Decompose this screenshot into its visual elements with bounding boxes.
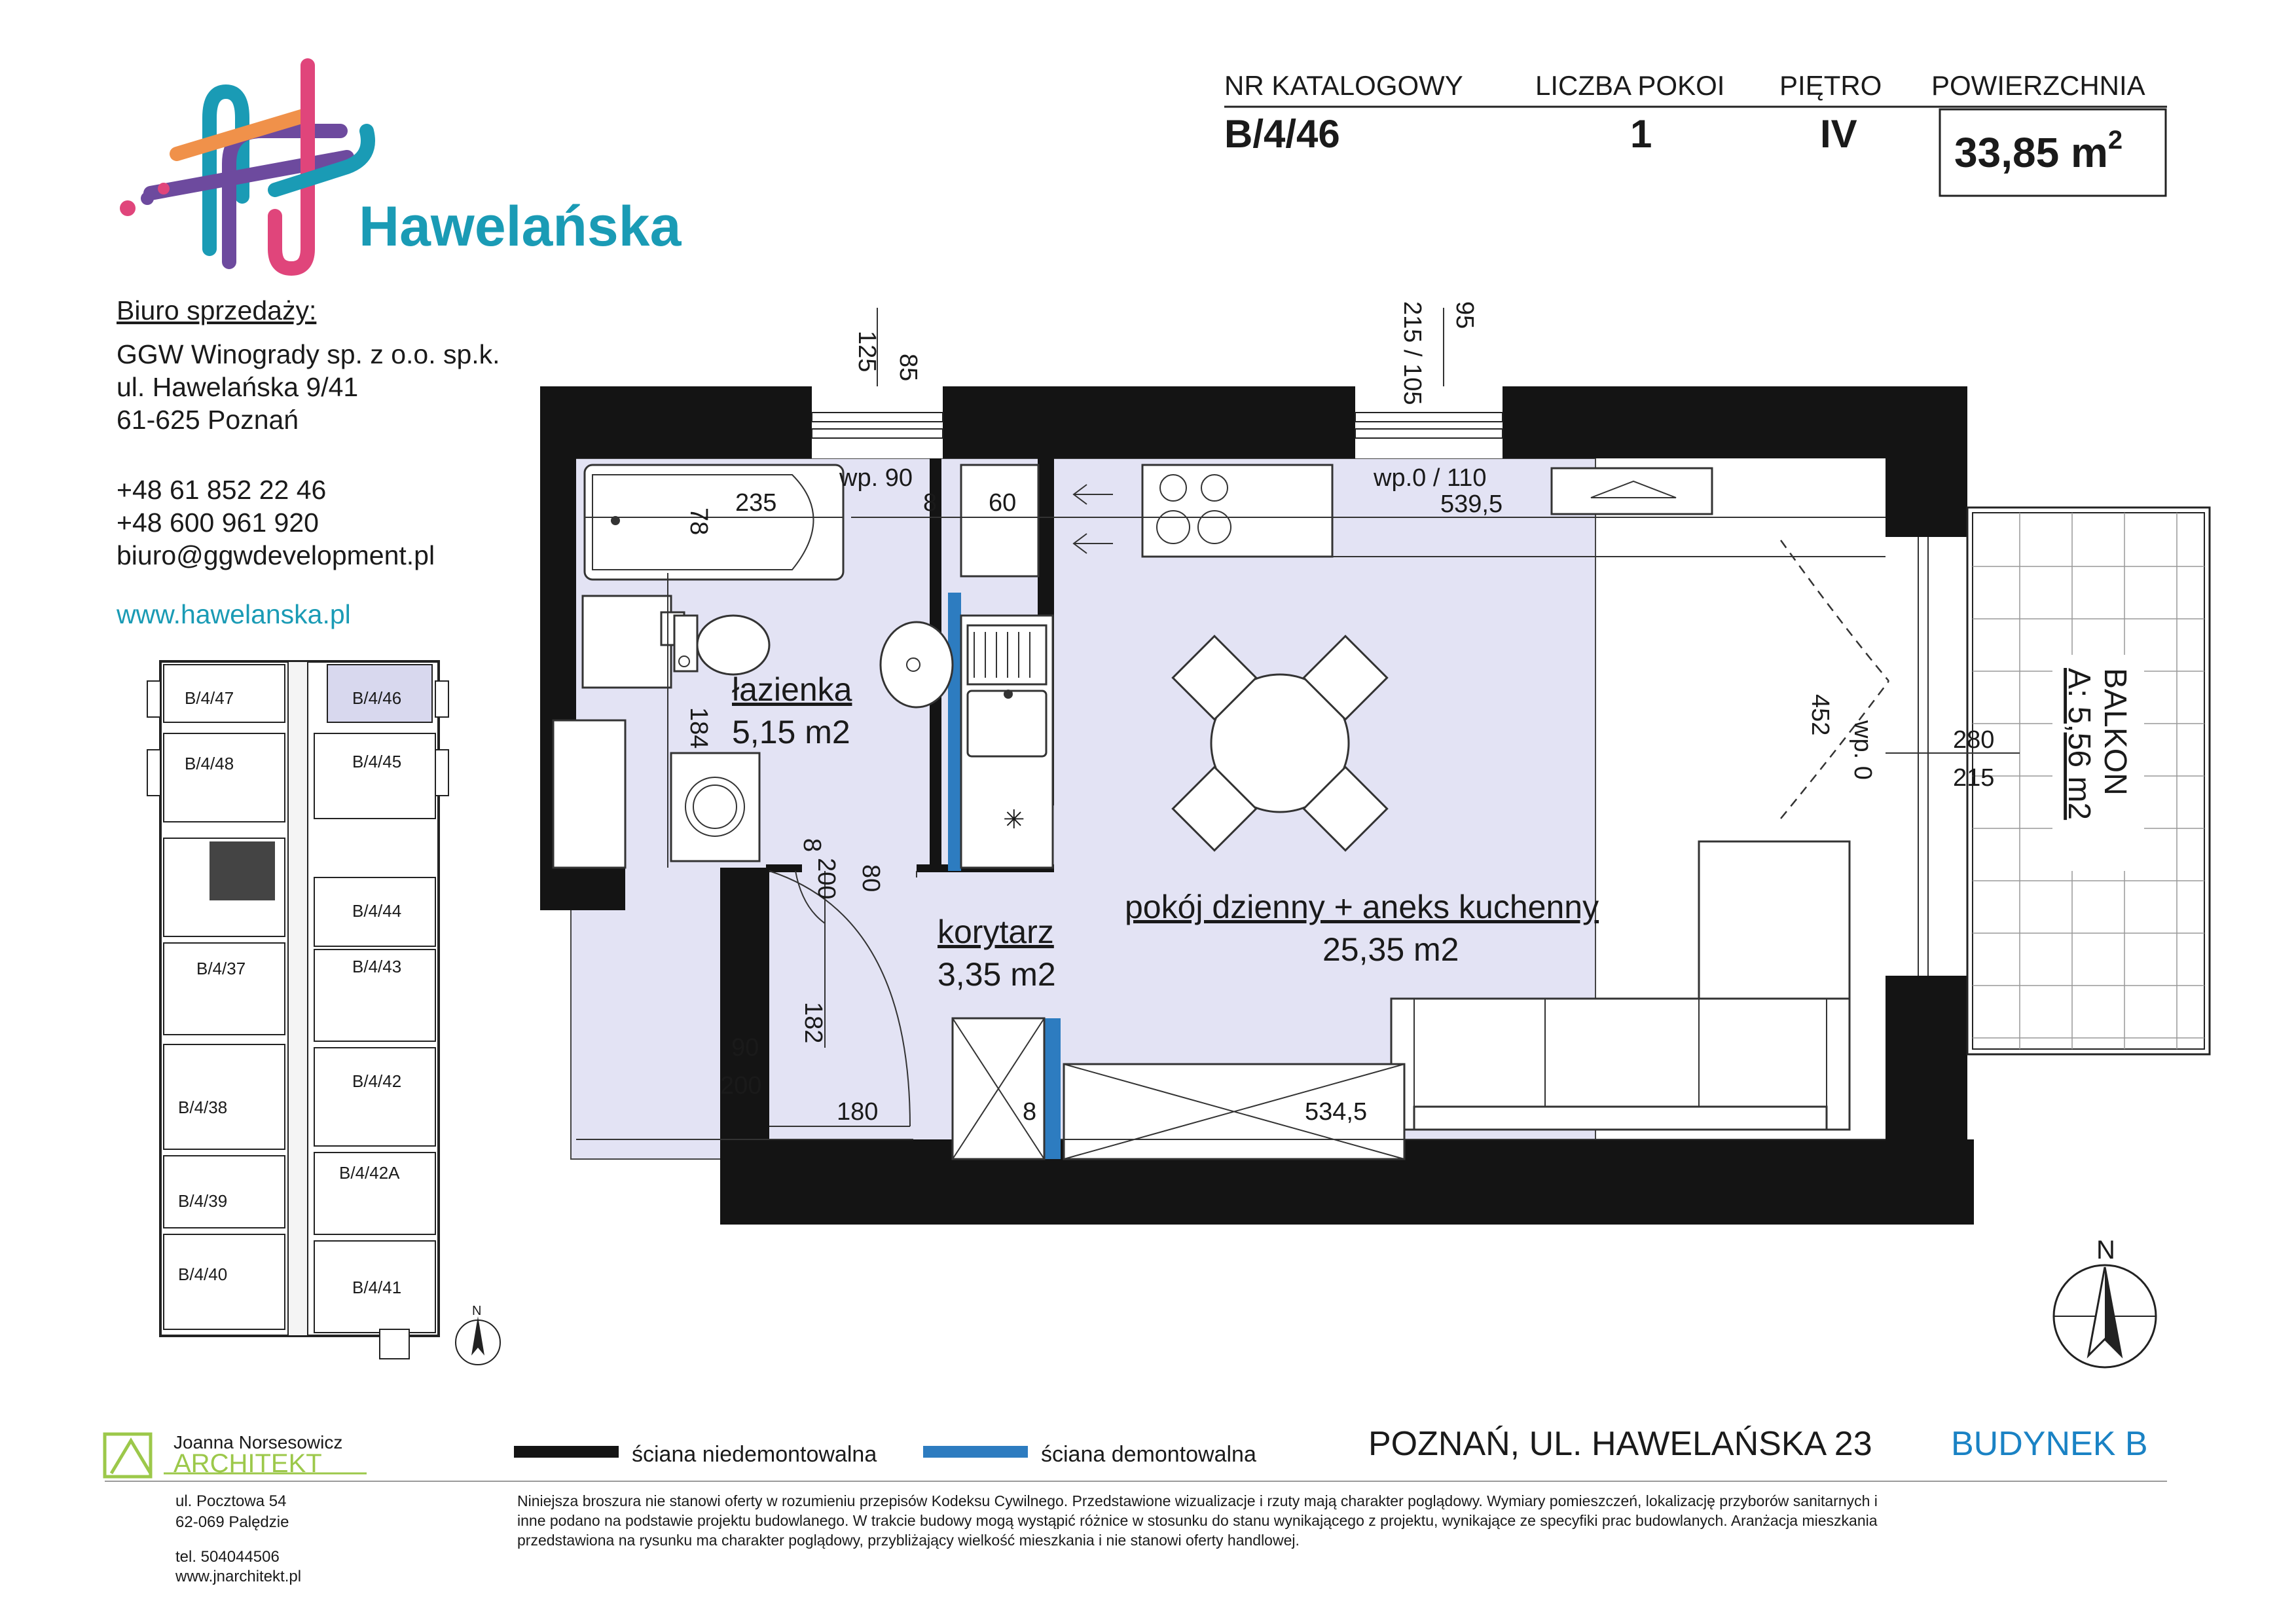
brand-name: Hawelańska [359, 195, 682, 258]
corridor-area: 3,35 m2 [938, 956, 1056, 993]
keyplan-unit-b438: B/4/38 [178, 1098, 228, 1117]
floor-label: PIĘTRO [1779, 70, 1882, 101]
dim-8a: 8 [923, 489, 938, 517]
corridor-name: korytarz [938, 913, 1054, 950]
dim-215: 215 [1953, 764, 1995, 792]
compass-north-label: N [2096, 1236, 2115, 1264]
dim-window1-top: 85 [894, 354, 922, 382]
hawelanska-logo [120, 65, 368, 268]
sales-city: 61-625 Poznań [117, 405, 299, 435]
dim-235: 235 [735, 489, 777, 517]
dim-180: 180 [837, 1098, 879, 1126]
architect-name: Joanna Norsesowicz [173, 1432, 343, 1452]
keyplan-unit-b444: B/4/44 [352, 901, 402, 921]
keyplan-unit-b442: B/4/42 [352, 1071, 402, 1091]
top-wall [540, 386, 1967, 458]
keyplan-unit-b437: B/4/37 [196, 959, 246, 978]
sales-phone-1: +48 61 852 22 46 [117, 475, 327, 505]
dim-200a: 200 [812, 858, 840, 900]
architect-street: ul. Pocztowa 54 [175, 1492, 287, 1510]
dim-539: 539,5 [1440, 490, 1503, 518]
dishwasher-icon: ✳ [1003, 805, 1025, 834]
dim-90: 90 [731, 1034, 759, 1061]
architect-website-link[interactable]: www.jnarchitekt.pl [175, 1568, 302, 1585]
bathtub [585, 465, 843, 580]
living-room-name: pokój dzienny + aneks kuchenny [1125, 889, 1599, 925]
living-room-area: 25,35 m2 [1322, 931, 1459, 968]
bathroom-area: 5,15 m2 [732, 714, 850, 750]
floor-value: IV [1820, 112, 1857, 156]
architect-phone: tel. 504044506 [175, 1548, 280, 1566]
dim-8b: 8 [798, 838, 826, 853]
toilet-icon [697, 616, 769, 674]
address-building: BUDYNEK B [1951, 1425, 2148, 1463]
dim-80: 80 [857, 864, 884, 893]
catalog-value: B/4/46 [1224, 112, 1340, 156]
legend-removable-wall-label: ściana demontowalna [1041, 1442, 1256, 1467]
dim-60: 60 [989, 489, 1017, 517]
keyplan-unit-b446: B/4/46 [352, 688, 402, 708]
balcony-area: A: 5,56 m2 [2062, 668, 2096, 821]
sales-office-heading: Biuro sprzedaży: [117, 295, 317, 325]
keyplan-unit-b443: B/4/43 [352, 957, 402, 976]
keyplan-compass-icon [456, 1316, 500, 1365]
balcony-name: BALKON [2098, 668, 2132, 796]
removable-wall-corridor [1044, 1018, 1061, 1159]
dim-78: 78 [685, 507, 712, 536]
dim-wp90: wp. 90 [839, 464, 913, 492]
legend-fixed-wall-label: ściana niedemontowalna [632, 1442, 877, 1467]
legend-fixed-wall-swatch [514, 1446, 619, 1458]
dim-wp0-110: wp.0 / 110 [1374, 464, 1487, 492]
catalog-label: NR KATALOGOWY [1224, 70, 1463, 101]
sales-phone-2: +48 600 961 920 [117, 507, 319, 538]
sink-icon [881, 622, 953, 707]
keyplan-unit-b448: B/4/48 [185, 754, 234, 773]
kitchen-sink-icon [968, 691, 1046, 756]
dim-window2-top: 95 [1451, 301, 1478, 329]
dim-200b: 200 [720, 1072, 762, 1099]
extractor-hood [1552, 468, 1712, 514]
keyplan-north-label: N [472, 1304, 482, 1318]
sales-company: GGW Winogrady sp. z o.o. sp.k. [117, 339, 500, 369]
keyplan-unit-b442a: B/4/42A [339, 1163, 400, 1183]
bathroom-name: łazienka [732, 671, 852, 708]
washing-machine [671, 753, 759, 861]
dim-8c: 8 [1023, 1098, 1037, 1126]
removable-wall-bath [948, 593, 961, 871]
address-street: POZNAŃ, UL. HAWELAŃSKA 23 [1368, 1425, 1872, 1463]
dim-184: 184 [685, 707, 712, 749]
legend-removable-wall-swatch [923, 1446, 1028, 1458]
disclaimer-line-3: przedstawiona na rysunku ma charakter poglądowy, przybliżający wielkość mieszkania i nie stanowi oferty handlowej. [517, 1532, 1300, 1549]
compass-icon [2054, 1265, 2156, 1367]
sales-email[interactable]: biuro@ggwdevelopment.pl [117, 540, 435, 570]
architect-title: ARCHITEKT [173, 1449, 322, 1478]
keyplan-unit-b447: B/4/47 [185, 688, 234, 708]
keyplan-unit-b439: B/4/39 [178, 1191, 228, 1211]
keyplan-unit-b445: B/4/45 [352, 752, 402, 771]
sales-street: ul. Hawelańska 9/41 [117, 372, 359, 402]
rooms-label: LICZBA POKOI [1535, 70, 1725, 101]
rooms-value: 1 [1630, 112, 1652, 156]
dim-182: 182 [799, 1002, 827, 1044]
area-value: 33,85 $m^2$ [1954, 126, 2123, 176]
disclaimer-line-2: inne podano na podstawie projektu budowlanego. W trakcie budowy mogą wystąpić różnice w stosunku do stanu wynikającego z projektu, wynikające ze specyfiki prac budowlanych. Aranżacja mieszkania [517, 1512, 1878, 1529]
keyplan-unit-b440: B/4/40 [178, 1264, 228, 1284]
dim-534: 534,5 [1305, 1098, 1368, 1126]
keyplan-unit-b441: B/4/41 [352, 1278, 402, 1297]
dim-wp0: wp. 0 [1849, 720, 1876, 780]
fridge [961, 465, 1038, 576]
cabinet [583, 596, 671, 688]
dim-window1-bottom: 125 [853, 331, 881, 373]
area-label: POWIERZCHNIA [1931, 70, 2145, 101]
disclaimer-line-1: Niniejsza broszura nie stanowi oferty w rozumieniu przepisów Kodeksu Cywilnego. Przedstawione wizualizacje i rzuty mają charakter poglądowy. Wymiary pomieszczeń, lokalizację przyborów sanitarnych i [517, 1492, 1878, 1509]
architect-city: 62-069 Palędzie [175, 1513, 289, 1531]
dim-280: 280 [1953, 726, 1995, 754]
apartment-info-header [1224, 70, 2167, 196]
dim-452: 452 [1806, 694, 1834, 736]
dim-window2-bottom: 215 / 105 [1398, 301, 1426, 405]
sales-website-link[interactable]: www.hawelanska.pl [117, 599, 351, 629]
